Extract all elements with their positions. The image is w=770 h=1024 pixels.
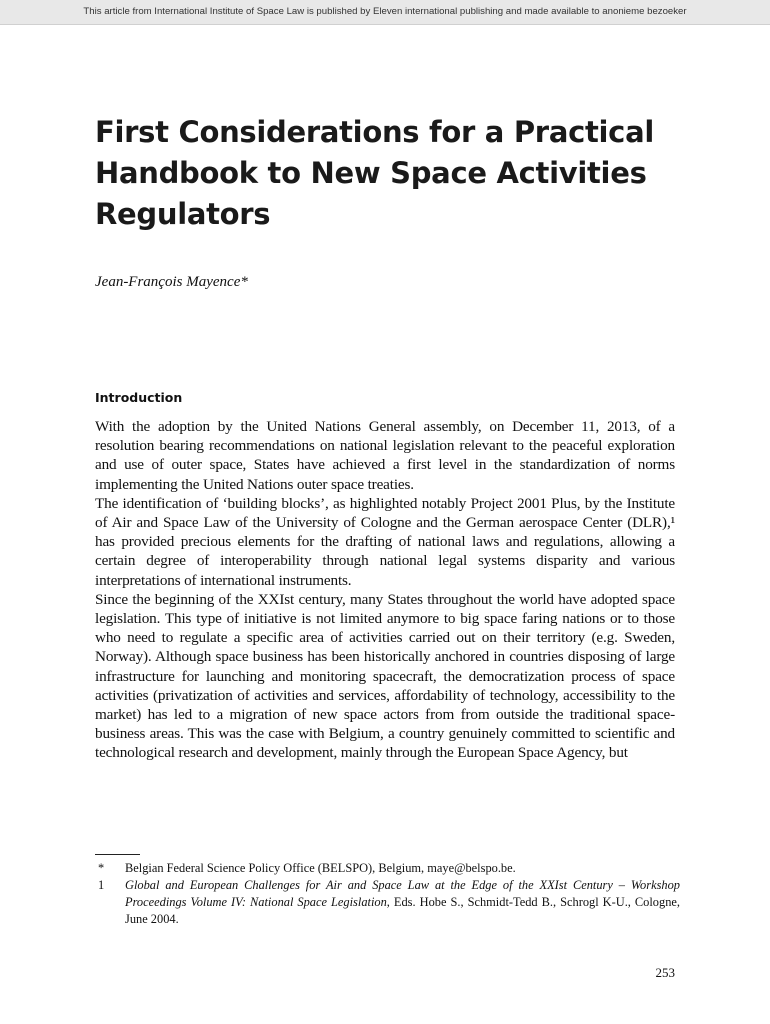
page-number: 253 [655,965,675,980]
footnote-divider [95,854,140,855]
access-banner: This article from International Institute of Space Law is published by Eleven international publishing and made available to anonieme bezoeker [0,0,770,25]
section-heading-introduction: Introduction [95,390,183,405]
body-paragraph-1: With the adoption by the United Nations General assembly, on December 11, 2013, of a resolution bearing recommendations on national legislation relevant to the peaceful exploration and use of outer space, States have achieved a first level in the standardization of norms implementing the United Nations outer space treaties. [95,418,675,493]
article-body [95,417,675,763]
article-title: First Considerations for a Practical Handbook to New Space Activities Regulators [95,115,654,231]
footnote-mark: * [98,861,105,875]
footnote-text [125,877,680,928]
footnote-mark: 1 [98,878,105,892]
author-name: Jean-François Mayence* [95,274,248,290]
footnote-author-affiliation [95,860,680,877]
footnote-citation-title: Global and European Challenges for Air and Space Law at the Edge of the XXIst Century – Workshop Proceedings Volume IV: National Space Legislation [125,878,680,909]
footnote-1 [95,877,680,928]
footnote-text: Belgian Federal Science Policy Office (BELSPO), Belgium, maye@belspo.be. [125,861,516,875]
body-paragraph-3: Since the beginning of the XXIst century, many States throughout the world have adopted space legislation. This type of initiative is not limited anymore to big space faring nations or to those who need to regulate a specific area of activities carried out on their territory (e.g. Sweden, Norway). Although space business has been historically anchored in countries disposing of large infrastructure for launching and monitoring spacecraft, the democratization process of space activities (privatization of activities and services, affordability of technology, accessibility to the market) has led to a migration of new space actors from from outside the traditional space-business areas. This was the case with Belgium, a country genuinely committed to scientific and technological research and development, mainly through the European Space Agency, but [95,590,675,762]
body-paragraph-2: The identification of ‘building blocks’, as highlighted notably Project 2001 Plus, by the Institute of Air and Space Law of the University of Cologne and the German aerospace Center (DLR),¹ has provided precious elements for the drafting of national laws and regulations, allowing a certain degree of interoperability through national legal systems disparity and various interpretations of international instruments. [95,494,675,589]
footnote-citation-details: , Eds. Hobe S., Schmidt-Tedd B., Schrogl K-U., Cologne, June 2004. [125,895,680,926]
footnotes [95,860,680,928]
